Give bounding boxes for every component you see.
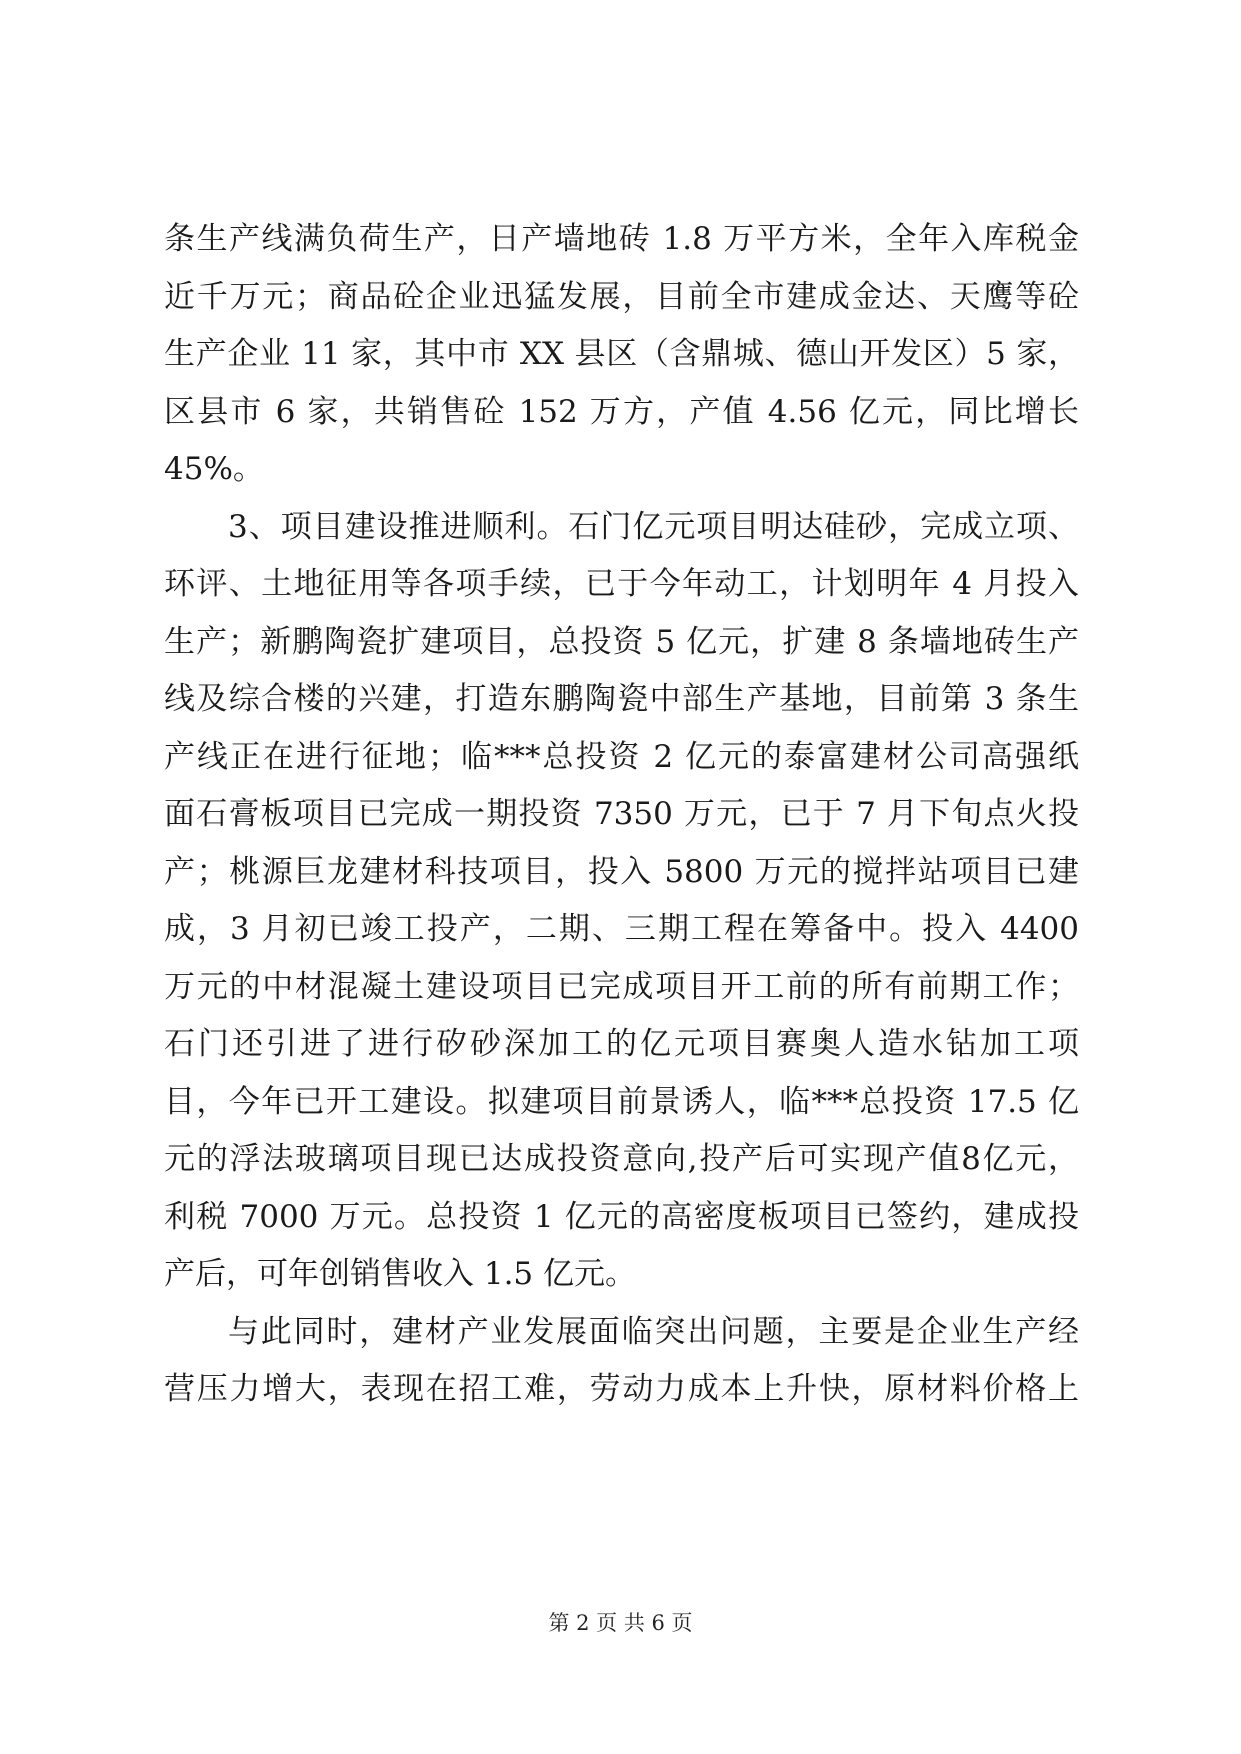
- body-text-line: 产线正在进行征地；临***总投资 2 亿元的泰富建材公司高强纸: [164, 739, 1079, 775]
- page-number-footer: 第 2 页 共 6 页: [548, 1611, 693, 1635]
- body-text-line: 成，3 月初已竣工投产，二期、三期工程在筹备中。投入 4400: [164, 911, 1079, 947]
- body-text-line: 万元的中材混凝土建设项目已完成项目开工前的所有前期工作；: [164, 969, 1079, 1005]
- body-text-line: 产后，可年创销售收入 1.5 亿元。: [164, 1256, 637, 1292]
- body-text-line: 产；桃源巨龙建材科技项目，投入 5800 万元的搅拌站项目已建: [164, 854, 1079, 890]
- body-text-line: 线及综合楼的兴建，打造东鹏陶瓷中部生产基地，目前第 3 条生: [164, 681, 1079, 717]
- paragraph-first-line: 与此同时，建材产业发展面临突出问题，主要是企业生产经: [228, 1314, 1079, 1350]
- body-text-line: 环评、土地征用等各项手续，已于今年动工，计划明年 4 月投入: [164, 566, 1079, 602]
- body-text-line: 45%。: [164, 451, 264, 487]
- body-text-line: 条生产线满负荷生产，日产墙地砖 1.8 万平方米，全年入库税金: [164, 221, 1079, 257]
- body-text-line: 生产；新鹏陶瓷扩建项目，总投资 5 亿元，扩建 8 条墙地砖生产: [164, 624, 1079, 660]
- body-text-line: 近千万元；商品砼企业迅猛发展，目前全市建成金达、天鹰等砼: [164, 279, 1079, 315]
- body-text-line: 生产企业 11 家，其中市 XX 县区（含鼎城、德山开发区）5 家，: [164, 336, 1079, 372]
- body-text-line: 元的浮法玻璃项目现已达成投资意向,投产后可实现产值8亿元，: [164, 1141, 1079, 1177]
- body-text-line: 营压力增大，表现在招工难，劳动力成本上升快，原材料价格上: [164, 1371, 1079, 1407]
- body-text-line: 面石膏板项目已完成一期投资 7350 万元，已于 7 月下旬点火投: [164, 796, 1079, 832]
- paragraph-heading-line: 3、项目建设推进顺利。石门亿元项目明达硅砂，完成立项、: [228, 509, 1079, 545]
- body-text-line: 区县市 6 家，共销售砼 152 万方，产值 4.56 亿元，同比增长: [164, 394, 1079, 430]
- body-text-line: 利税 7000 万元。总投资 1 亿元的高密度板项目已签约，建成投: [164, 1199, 1079, 1235]
- body-text-line: 目，今年已开工建设。拟建项目前景诱人，临***总投资 17.5 亿: [164, 1084, 1079, 1120]
- body-text-line: 石门还引进了进行矽砂深加工的亿元项目赛奥人造水钻加工项: [164, 1026, 1079, 1062]
